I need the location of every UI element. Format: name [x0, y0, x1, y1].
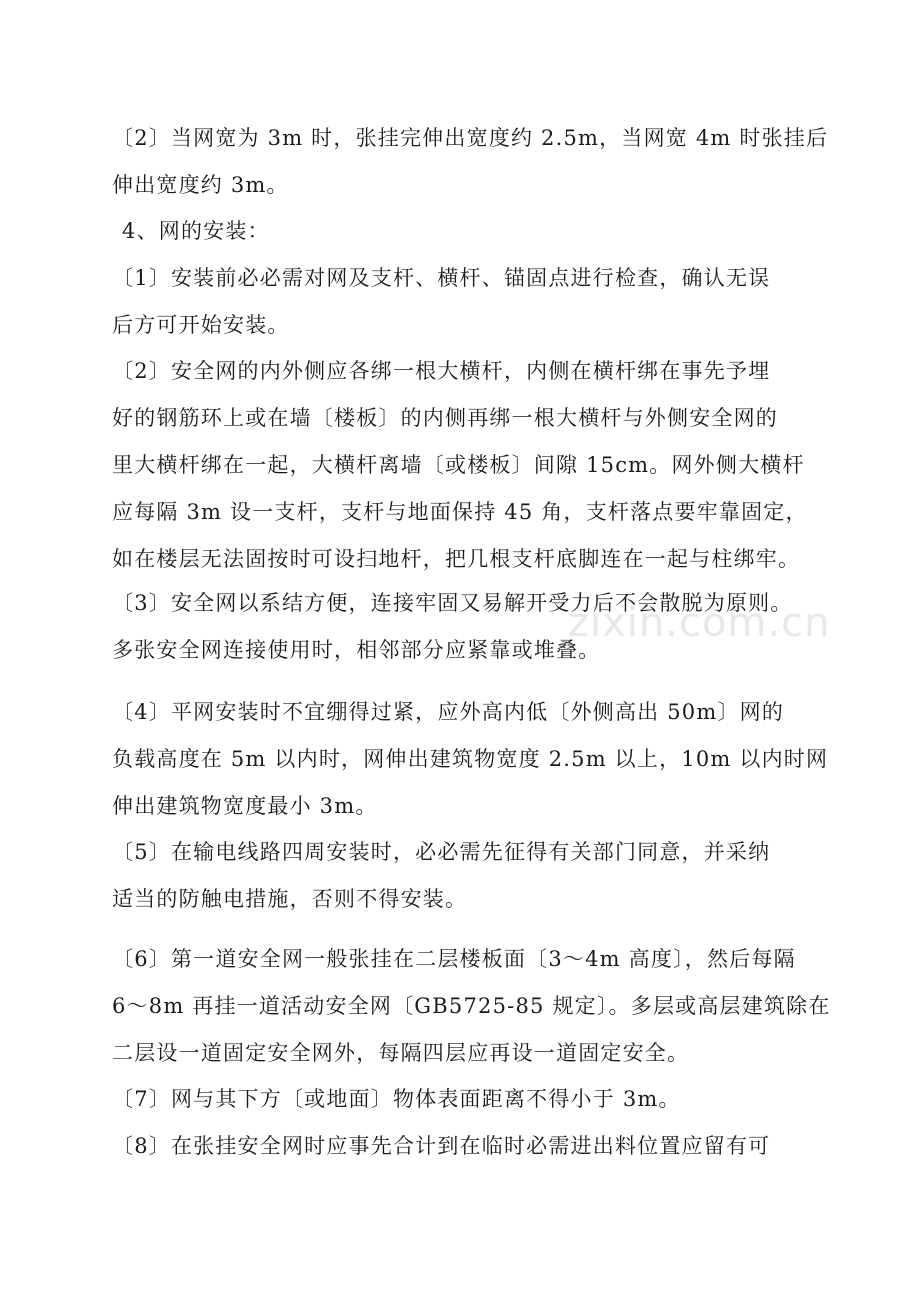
watermark: zixin.com.cn: [568, 600, 831, 646]
text-line: 〔2〕当网宽为 3m 时，张挂完伸出宽度约 2.5m，当网宽 4m 时张挂后: [112, 126, 829, 150]
text-line: 应每隔 3m 设一支杆，支杆与地面保持 45 角，支杆落点要牢靠固定，: [112, 500, 808, 524]
text-line: 〔3〕安全网以系结方便，连接牢固又易解开受力后不会散脱为原则。: [112, 591, 793, 615]
text-line: 后方可开始安装。: [112, 313, 290, 337]
text-line: 负载高度在 5m 以内时，网伸出建筑物宽度 2.5m 以上，10m 以内时网: [112, 747, 829, 771]
text-line: 多张安全网连接使用时，相邻部分应紧靠或堆叠。: [112, 638, 601, 662]
paragraph-p-install-2: [112, 348, 812, 583]
text-line: 伸出建筑物宽度最小 3m。: [112, 794, 378, 818]
text-line: 6～8m 再挂一道活动安全网〔GB5725-85 规定〕。多层或高层建筑除在: [112, 994, 831, 1018]
text-line: 〔4〕平网安装时不宜绷得过紧，应外高内低〔外侧高出 50m〕网的: [112, 700, 785, 724]
text-line: 4、网的安装：: [122, 219, 270, 243]
text-line: 适当的防触电措施，否则不得安装。: [112, 887, 468, 911]
text-line: 如在楼层无法固按时可设扫地杆，把几根支杆底脚连在一起与柱绑牢。: [112, 547, 801, 571]
text-line: 〔5〕在输电线路四周安装时，必必需先征得有关部门同意，并采纳: [112, 840, 771, 864]
text-line: 〔6〕第一道安全网一般张挂在二层楼板面〔3～4m 高度〕，然后每隔: [112, 947, 796, 971]
text-line: 〔1〕安装前必必需对网及支杆、横杆、锚固点进行检查，确认无误: [112, 266, 771, 290]
text-line: 〔7〕网与其下方〔或地面〕物体表面距离不得小于 3m。: [112, 1087, 681, 1111]
paragraph-p-install-5: [112, 829, 812, 923]
text-line: 〔2〕安全网的内外侧应各绑一根大横杆，内侧在横杆绑在事先予埋: [112, 359, 771, 383]
paragraph-p-install-8: [112, 1123, 812, 1170]
paragraph-p-4-heading: [112, 208, 822, 255]
paragraph-p-install-6: [112, 936, 831, 1077]
text-line: 伸出宽度约 3m。: [112, 173, 289, 197]
paragraph-p-install-1: [112, 255, 812, 349]
text-line: 二层设一道固定安全网外，每隔四层应再设一道固定安全。: [112, 1041, 690, 1065]
paragraph-p-install-4: [112, 689, 829, 830]
paragraph-p-2-width: [112, 115, 829, 209]
paragraph-p-install-3: [112, 580, 812, 674]
text-line: 好的钢筋环上或在墙〔楼板〕的内侧再绑一根大横杆与外侧安全网的: [112, 406, 778, 430]
paragraph-p-install-7: [112, 1076, 812, 1123]
text-line: 里大横杆绑在一起，大横杆离墙〔或楼板〕间隙 15cm。网外侧大横杆: [112, 453, 805, 477]
text-line: 〔8〕在张挂安全网时应事先合计到在临时必需进出料位置应留有可: [112, 1134, 771, 1158]
